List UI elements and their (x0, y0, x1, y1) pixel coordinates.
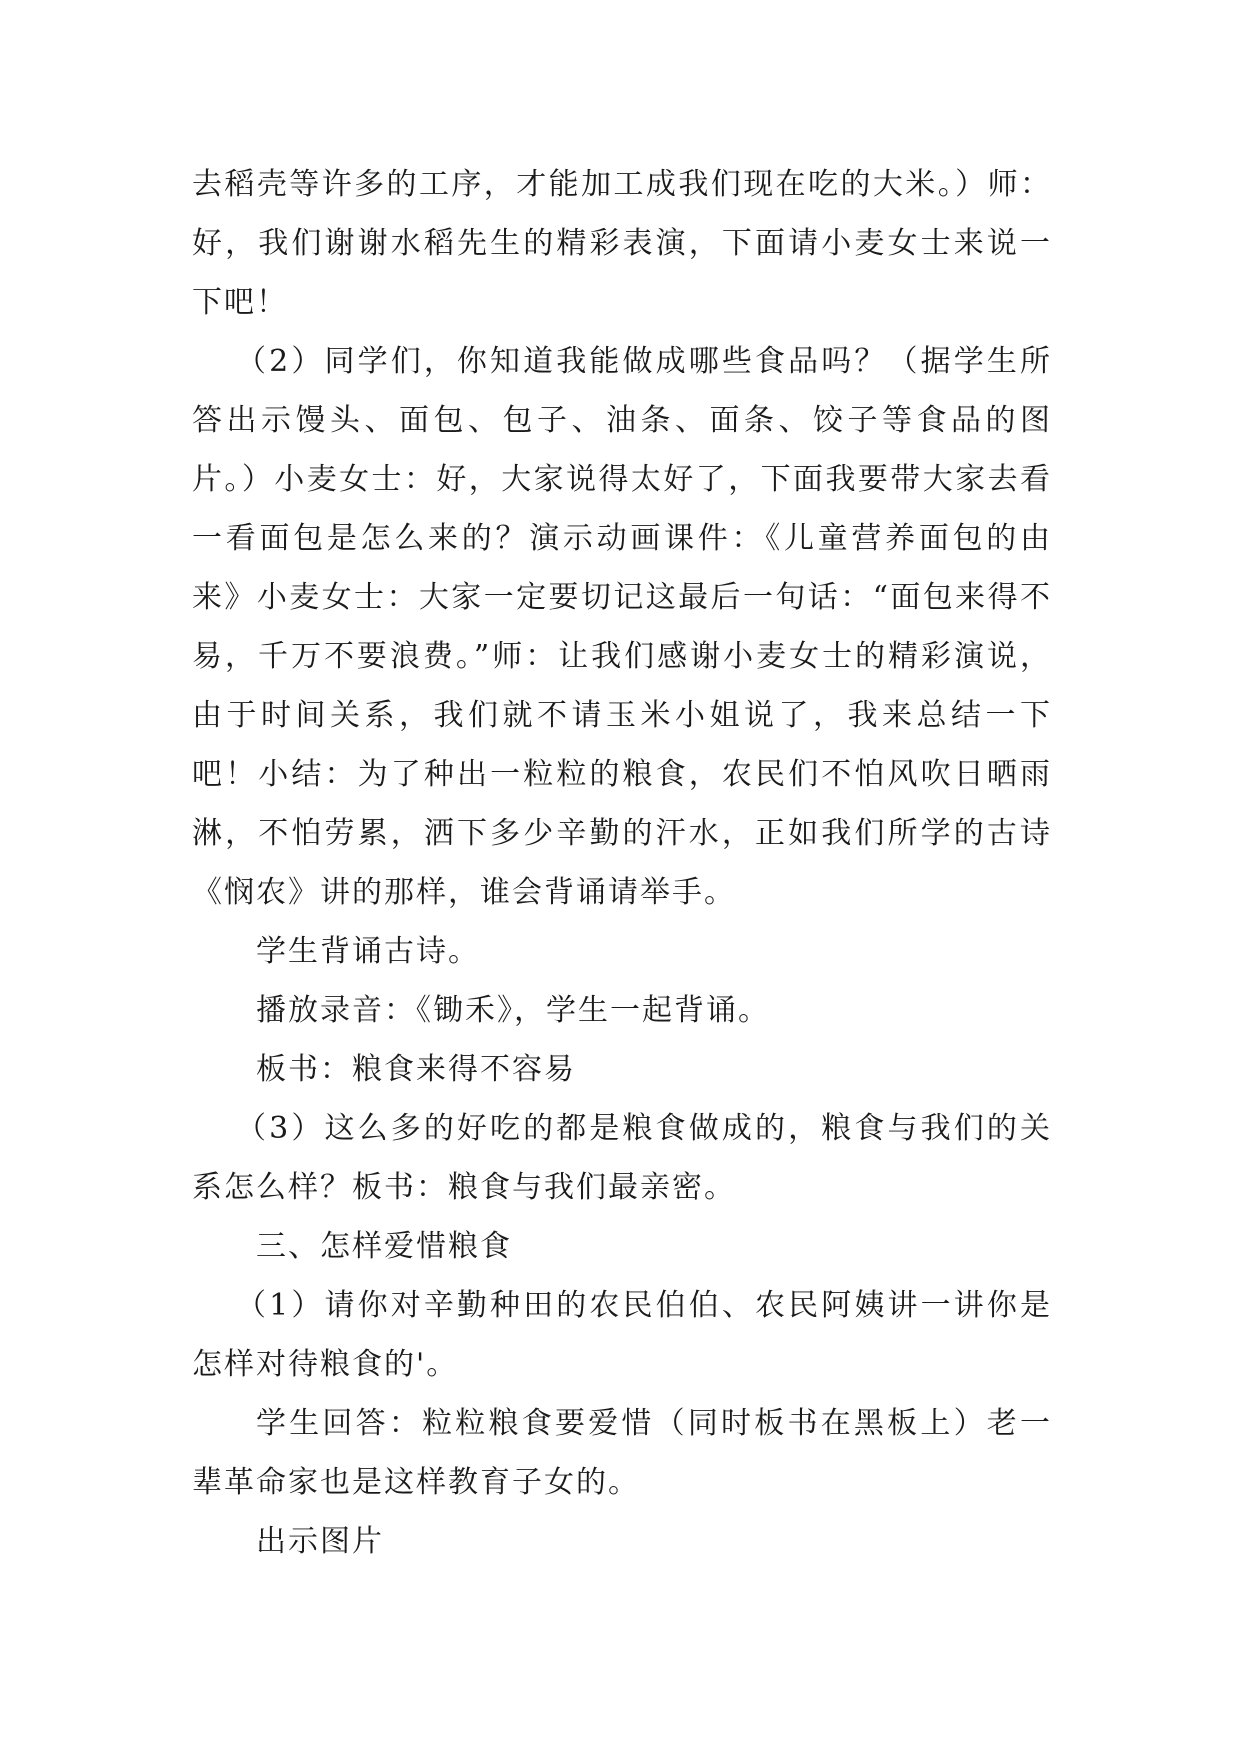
paragraph-student-answer: 学生回答：粒粒粮食要爱惜（同时板书在黑板上）老一辈革命家也是这样教育子女的。 (192, 1406, 1052, 1500)
paragraph-food-relationship: （3）这么多的好吃的都是粮食做成的，粮食与我们的关系怎么样？板书：粮食与我们最亲密。 (192, 1111, 1052, 1205)
section-heading-cherish-food: 三、怎样爱惜粮食 (256, 1229, 512, 1264)
paragraph-wheat-foods: （2）同学们，你知道我能做成哪些食品吗？（据学生所答出示馒头、面包、包子、油条、面条、饺子等食品的图片。）小麦女士：好，大家说得太好了，下面我要带大家去看一看面包是怎么来的？演示动画课件：《儿童营养面包的由来》小麦女士：大家一定要切记这最后一句话：“面包来得不易，千万不要浪费。”师：让我们感谢小麦女士的精彩演说，由于时间关系，我们就不请玉米小姐说了，我来总结一下吧！小结：为了种出一粒粒的粮食，农民们不怕风吹日晒雨淋，不怕劳累，洒下多少辛勤的汗水，正如我们所学的古诗《悯农》讲的那样，谁会背诵请举手。 (192, 344, 1052, 910)
paragraph-play-recording: 播放录音：《锄禾》，学生一起背诵。 (256, 993, 770, 1028)
paragraph-board-writing-1: 板书：粮食来得不容易 (256, 1052, 576, 1087)
paragraph-rice-conclusion: 去稻壳等许多的工序，才能加工成我们现在吃的大米。）师：好，我们谢谢水稻先生的精彩表演，下面请小麦女士来说一下吧！ (192, 167, 1052, 320)
document-body (192, 155, 1052, 1571)
paragraph-show-picture: 出示图片 (256, 1524, 384, 1559)
paragraph-talk-to-farmers: （1）请你对辛勤种田的农民伯伯、农民阿姨讲一讲你是怎样对待粮食的'。 (192, 1288, 1052, 1382)
paragraph-recite-poem: 学生背诵古诗。 (256, 934, 480, 969)
